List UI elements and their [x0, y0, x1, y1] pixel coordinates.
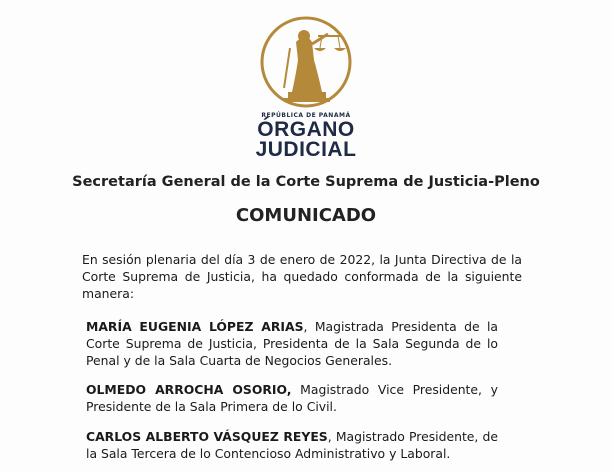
member-name: CARLOS ALBERTO VÁSQUEZ REYES — [86, 429, 328, 444]
member-name: MARÍA EUGENIA LÓPEZ ARIAS — [86, 319, 304, 334]
page-title: COMUNICADO — [235, 205, 377, 226]
logo-country: REPÚBLICA DE PANAMÁ — [261, 112, 351, 119]
logo-organo: ÓRGANO — [257, 118, 355, 141]
secretaria-heading: Secretaría General de la Corte Suprema de Justicia-Pleno — [72, 174, 540, 190]
member-paragraph — [86, 428, 498, 462]
member-role: , Magistrado Presidente, de la Sala Tercera de lo Contencioso Administrativo y Laboral. — [86, 429, 498, 461]
member-role: Magistrado Vice Presidente, y Presidente de la Sala Primera de lo Civil. — [86, 382, 498, 414]
organo-judicial-logo — [246, 14, 366, 161]
logo-judicial: JUDICIAL — [255, 138, 357, 161]
member-name: OLMEDO ARROCHA OSORIO, — [86, 382, 292, 397]
intro-paragraph: En sesión plenaria del día 3 de enero de 2022, la Junta Directiva de la Corte Suprema de Justicia, ha quedado conformada de la siguiente manera: — [82, 252, 522, 301]
member-paragraph — [86, 318, 498, 369]
member-role: , Magistrada Presidenta de la Corte Suprema de Justicia, Presidenta de la Sala Segunda de lo Penal y de la Sala Cuarta de Negocios Generales. — [86, 319, 499, 368]
lady-justice-emblem-icon — [256, 14, 356, 112]
member-paragraph — [86, 381, 498, 415]
